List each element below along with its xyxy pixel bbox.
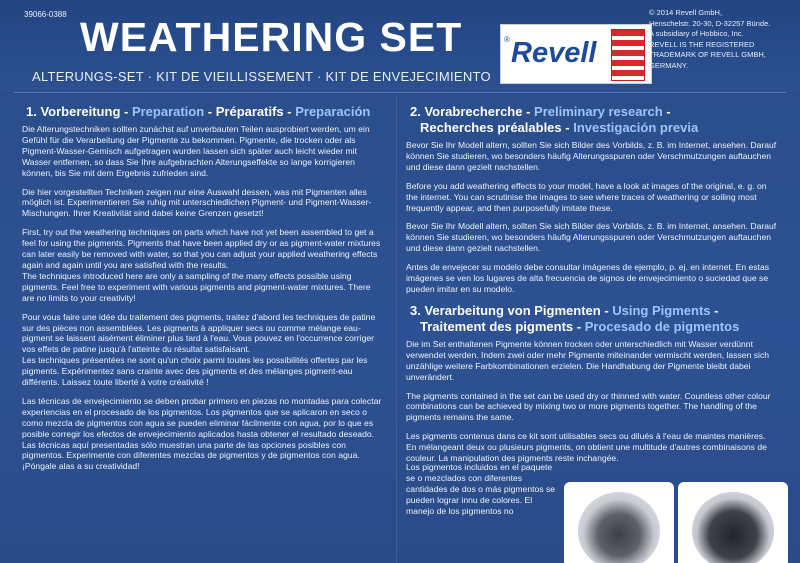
left-column <box>22 96 384 480</box>
legal-line: TRADEMARK OF REVELL GMBH, <box>649 50 766 59</box>
section1-text-en: First, try out the weathering techniques on parts which have not yet been assembled to get a feel for using the pigments. Pigments that have been applied dry or as pigment-water mixtures can later easily be removed with water, so that you can adjust your applied weathering effects again and again until you are satisfied with the results. <box>22 227 381 270</box>
bowl-icon <box>692 492 774 563</box>
logo-wordmark: Revell <box>511 37 597 69</box>
section1-text-es: Las técnicas de envejecimiento se deben probar primero en piezas no montadas para colectar experiencias en el procesado de los pigmentos. Los pigmentos que se aplicaron en seco o como mezcla de pigmentos con agua se pueden eliminar fácilmente con agua, por lo que es posible corregir los efectos de envejecimiento aplicados hasta obtener el resultado deseado. <box>22 395 382 439</box>
page-subtitle: ALTERUNGS-SET · KIT DE VIEILLISSEMENT · KIT DE ENVEJECIMIENTO <box>32 69 491 84</box>
section2-text-es: Antes de envejecer su modelo debe consultar imágenes de ejemplo, p. ej. en internet. En estas imágenes se ven los lugares de alta frecuencia de signos de envejecimiento o suciedad que se pueden imitar en su modelo. <box>406 262 770 294</box>
heading-de: 1. Vorbereitung - <box>26 104 132 119</box>
legal-line: Henschelstr. 20-30, D-32257 Bünde. <box>649 18 771 28</box>
heading-en: Preliminary research <box>534 104 663 119</box>
section2-text-de-2: Bevor Sie Ihr Modell altern, sollten Sie sich Bilder des Vorbilds, z. B. im Internet, ansehen. Darauf können Sie studieren, wo besonders häufig Alterungsspuren oder Verschmutzungen auftauchen und diese dann gezielt nachstellen. <box>406 221 777 254</box>
header <box>0 0 800 92</box>
heading-es: Investigación previa <box>573 120 699 135</box>
pigment-bowl-dry-photo <box>564 482 674 563</box>
heading-fr: - Préparatifs - <box>204 104 296 119</box>
heading-dash: - <box>710 302 719 318</box>
section2-text-de: Bevor Sie Ihr Modell altern, sollten Sie sich Bilder des Vorbilds, z. B. im Internet, ansehen. Darauf können Sie studieren, wo besonders häufig Alterungsspuren oder Verschmutzungen auftauchen und diese dann gezielt nachstellen. <box>406 140 777 172</box>
bowl-icon <box>578 492 660 563</box>
section3-text-de: Die im Set enthaltenen Pigmente können trocken oder unterschiedlich mit Wasser verdünnt verwendet werden. Indem zwei oder mehr Pigmente miteinander vermischt werden, lassen sich unzählige weitere Farbkombinationen erzielen. Die Handhabung der Pigmente bleibt dabei unverändert. <box>406 338 770 382</box>
pigment-examples <box>406 462 786 563</box>
heading-es: Procesado de pigmentos <box>584 318 740 334</box>
section1-text-es-2: Las técnicas aquí presentadas sólo muestran una parte de las opciones posibles con pigmentos. Experimente con diferentes mezclas de pigmentos y de pigmentos con agua. ¡Póngale alas a su creatividad! <box>22 439 360 472</box>
section1-text-fr: Pour vous faire une idée du traitement des pigments, traitez d'abord les techniques de patine sur des pièces non assemblées. Les pigments à appliquer secs ou comme mélange eau-pigment se laissent aisément éliminer plus tard à l'eau. Vous pouvez en l'occurrence corriger vos effets de patine jusqu'à l'atteinte du résultat satisfaisant. <box>22 311 376 355</box>
revell-logo <box>500 24 652 84</box>
right-column <box>406 96 778 472</box>
logo-registered-mark: ® <box>504 35 510 44</box>
section3-text-fr: Les pigments contenus dans ce kit sont utilisables secs ou dilués à l'eau de maintes manières. En mélangeant deux ou plusieurs pigments, on obtient une multitude d'autres combinaisons de couleur. La manipulation des pigments reste inchangée. <box>406 431 767 464</box>
section2-heading <box>410 104 778 136</box>
page-title: WEATHERING SET <box>80 14 463 60</box>
section2-text-en: Before you add weathering effects to your model, have a look at images of the original, e. g. on the internet. You can scrutinise the images to see where traces of weathering or soiling most frequently appear, and then purposefully imitate these. <box>406 180 767 213</box>
heading-dash: - <box>662 104 671 119</box>
legal-notice <box>649 8 795 71</box>
heading-de: 3. Verarbeitung von Pigmenten - <box>410 302 613 318</box>
section3-text-es: Los pigmentos incluidos en el paquete se o mezclados con diferentes cantidades de dos o más pigmentos se pueden lograr innu de colores. El manejo de los pigmentos no <box>406 462 556 516</box>
pigment-bowl-mixed-photo <box>678 482 788 563</box>
header-divider <box>14 92 786 93</box>
page-fold-divider <box>396 96 397 563</box>
legal-line: A subsidiary of Hobbico, Inc. <box>649 29 744 38</box>
section1-text-fr-2: Les techniques présentées ne sont qu'un choix parmi toutes les possibilités offertes par les pigments. Expérimentez sans crainte avec des pigments et des mélanges pigment-eau différents. Laissez toute liberté à votre créativité ! <box>22 355 368 388</box>
heading-es: Preparación <box>295 104 371 119</box>
legal-line: © 2014 Revell GmbH, <box>649 8 723 17</box>
logo-stripes-icon <box>611 29 645 81</box>
section3-heading <box>410 303 778 335</box>
heading-en: Preparation <box>131 104 205 119</box>
section1-text-en-2: The techniques introduced here are only a sampling of the many effects possible using pigments. Feel free to experiment with various pigments and pigment-water mixtures. There are no limits to your creativity! <box>22 270 371 303</box>
section1-heading <box>26 104 384 120</box>
heading-fr: Traitement des pigments - <box>420 318 585 334</box>
legal-line: REVELL IS THE REGISTERED <box>649 39 755 49</box>
heading-en: Using Pigments <box>612 302 711 318</box>
section1-text-de: Die Alterungstechniken sollten zunächst auf unverbauten Teilen ausprobiert werden, um ein Gefühl für die Verarbeitung der Pigmente zu bekommen. Pigmente, die trocken oder als Pigment-Wasser-Gemisch aufgetragen wurden lassen sich später auch leicht wieder mit Wasser entfernen, so dass Sie Ihre aufgebrachten Alterungseffekte so lange korrigieren können, bis Sie mit dem Ergebnis zufrieden sind. <box>22 124 370 178</box>
section3-text-en: The pigments contained in the set can be used dry or thinned with water. Countless other colour combinations can be achieved by mixing two or more pigments together. The handling of the pigments remains the same. <box>406 390 771 423</box>
heading-de: 2. Vorabrecherche - <box>410 104 535 119</box>
article-number: 39066-0388 <box>24 10 67 19</box>
legal-line: GERMANY. <box>649 60 689 70</box>
heading-fr: Recherches préalables - <box>420 120 574 135</box>
section1-text-de-2: Die hier vorgestellten Techniken zeigen nur eine Auswahl dessen, was mit Pigmenten alles möglich ist. Experimentieren Sie ruhig mit unterschiedlichen Pigment- und Pigment-Wasser-Mischungen. Ihrer Kreativität sind dabei keine Grenzen gesetzt! <box>22 186 372 219</box>
